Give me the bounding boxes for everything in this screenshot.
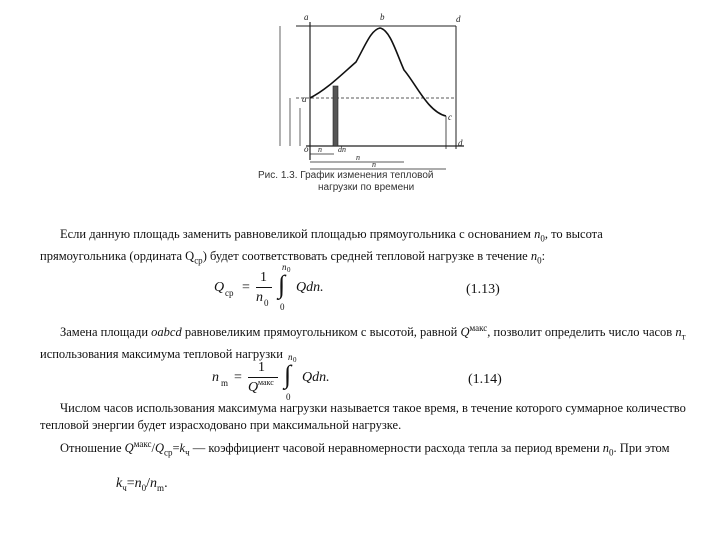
caption-line-2: нагрузки по времени — [318, 182, 415, 193]
label-n: n — [318, 145, 322, 154]
label-d-top: d — [456, 14, 461, 24]
label-b: b — [380, 12, 385, 22]
label-nm: n — [356, 153, 360, 162]
equation-1-13: Q ср = 1 n 0 ∫ n 0 0 Qdn. — [214, 262, 324, 312]
label-a-top: a — [304, 12, 309, 22]
equation-number-1-14: (1.14) — [468, 372, 502, 387]
caption-line-1: Рис. 1.3. График изменения тепловой — [258, 170, 434, 181]
label-n0: n — [372, 160, 376, 169]
label-dn: dn — [338, 145, 346, 154]
paragraph-4: Отношение $Q^{макс}/Q_{ср}=k_ч$ — коэффициент часовой неравномерности расхода тепла за период времени $n_0$. При этом — [60, 439, 670, 458]
paragraph-2: Замена площади oabcd равновеликим прямоугольником с высотой, равной $Q^{макс}$, позволит определить число часов $n_т$ использования максимума тепловой нагрузки — [40, 323, 686, 361]
paragraph-1: Если данную площадь заменить равновеликой площадью прямоугольника с основанием $n_0$, то высота прямоугольника (ордината $Q_{ср}$) будет соответствовать средней тепловой нагрузке в течение $n_0$: — [40, 227, 603, 265]
paragraph-3: Числом часов использования максимума нагрузки называется такое время, в течение которого суммарное количество тепловой энергии будет израсходовано при максимальной нагрузке. — [40, 401, 686, 432]
label-c: c — [448, 112, 452, 122]
heat-load-figure — [256, 4, 476, 194]
equation-kch: $k_ч=n_0/n_m$. — [116, 476, 168, 493]
equation-number-1-13: (1.13) — [466, 282, 500, 297]
label-d: d — [458, 138, 463, 148]
figure-caption — [258, 170, 478, 194]
label-a: a — [302, 94, 307, 104]
equation-1-14: n m = 1 Q макс ∫ n 0 0 Qdn. — [212, 352, 330, 402]
label-o: o — [304, 144, 309, 154]
